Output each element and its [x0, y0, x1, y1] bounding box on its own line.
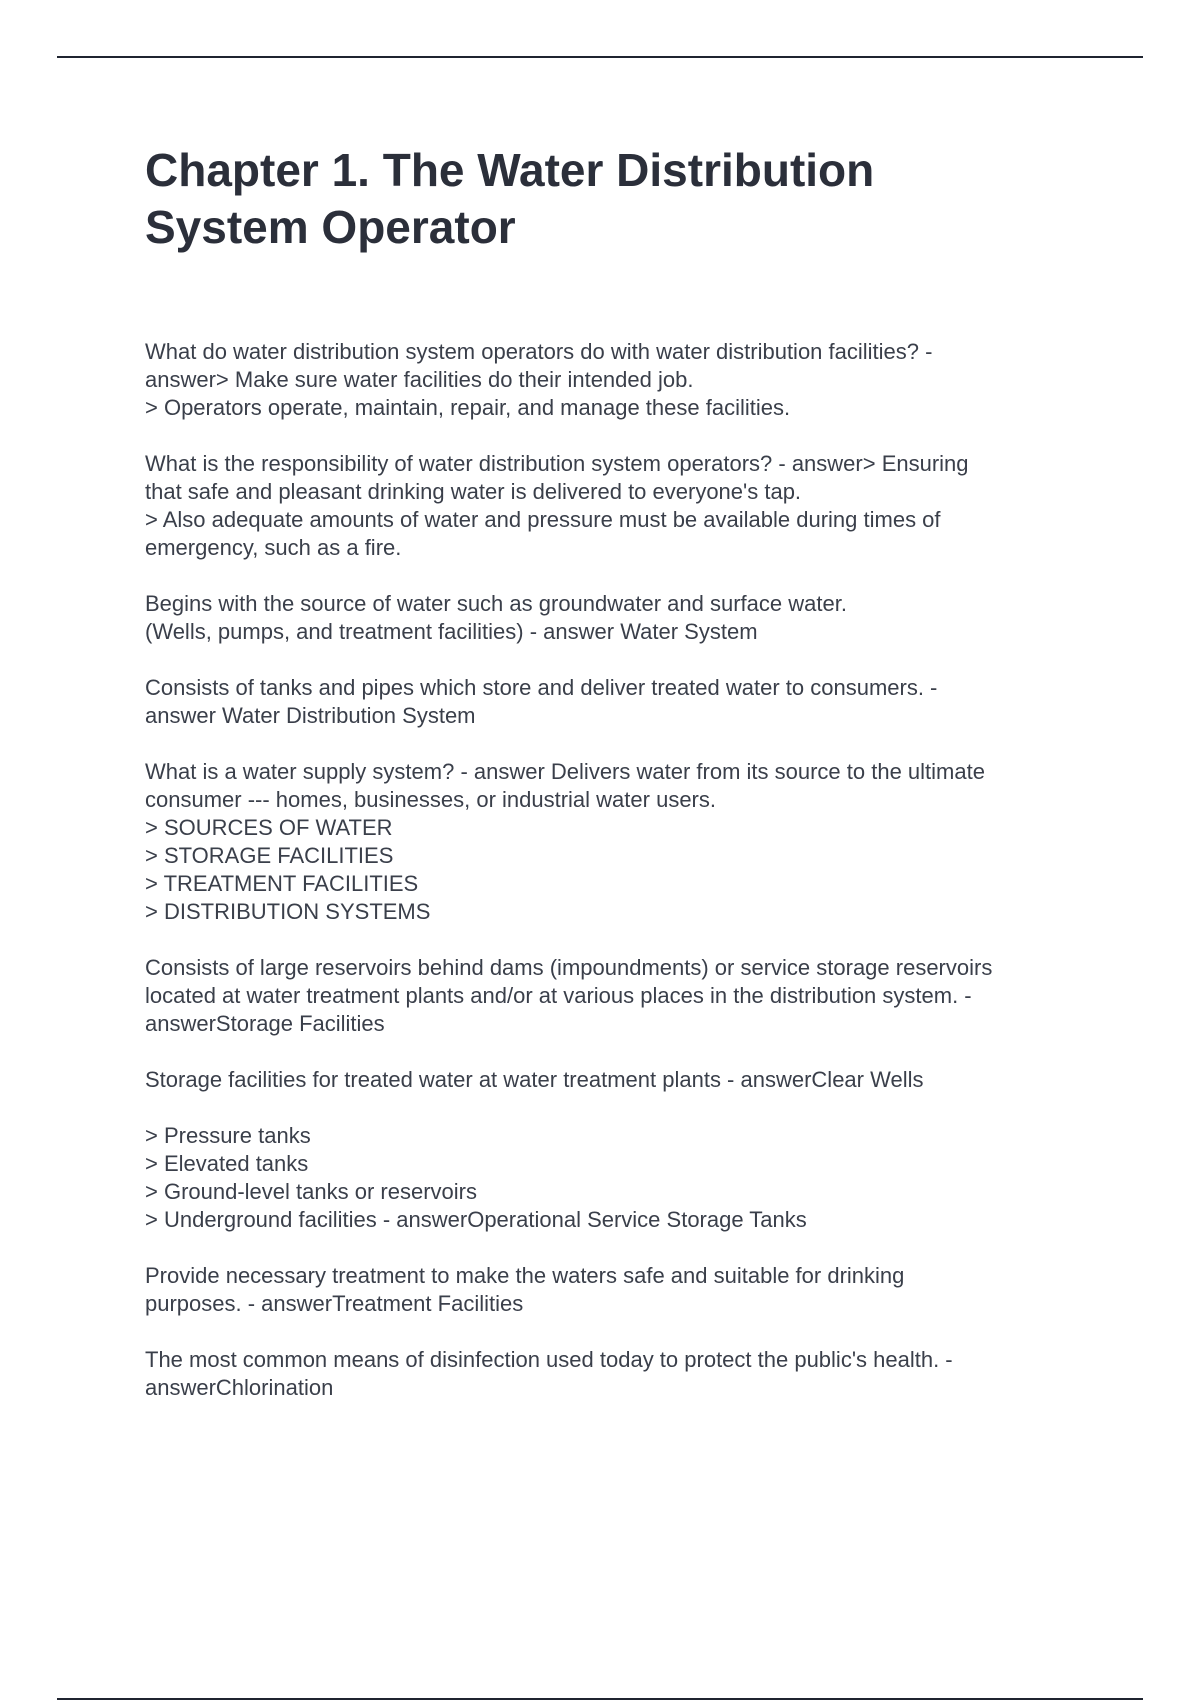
- top-rule: [57, 56, 1143, 58]
- qa-line: purposes. - answerTreatment Facilities: [145, 1291, 524, 1316]
- qa-entry: [145, 1262, 1085, 1318]
- qa-line: answer Water Distribution System: [145, 703, 476, 728]
- qa-line: Storage facilities for treated water at water treatment plants - answerClear Wells: [145, 1067, 924, 1092]
- qa-line: Provide necessary treatment to make the waters safe and suitable for drinking: [145, 1263, 905, 1288]
- qa-line: What is the responsibility of water distribution system operators? - answer> Ensuring: [145, 451, 969, 476]
- qa-line: answerStorage Facilities: [145, 1011, 385, 1036]
- qa-entry: [145, 954, 1085, 1038]
- page-title: [145, 142, 1045, 256]
- qa-line: What is a water supply system? - answer Delivers water from its source to the ultimate: [145, 759, 985, 784]
- qa-line: > Ground-level tanks or reservoirs: [145, 1179, 477, 1204]
- qa-line: What do water distribution system operators do with water distribution facilities? -: [145, 339, 933, 364]
- title-line-1: Chapter 1. The Water Distribution: [145, 144, 875, 196]
- qa-line: > SOURCES OF WATER: [145, 815, 393, 840]
- qa-line: answer> Make sure water facilities do their intended job.: [145, 367, 694, 392]
- qa-line: Consists of large reservoirs behind dams (impoundments) or service storage reservoirs: [145, 955, 993, 980]
- qa-entry: [145, 590, 1085, 646]
- qa-line: > Pressure tanks: [145, 1123, 311, 1148]
- qa-line: answerChlorination: [145, 1375, 334, 1400]
- qa-line: > TREATMENT FACILITIES: [145, 871, 419, 896]
- qa-line: located at water treatment plants and/or at various places in the distribution system. -: [145, 983, 972, 1008]
- qa-line: (Wells, pumps, and treatment facilities) - answer Water System: [145, 619, 758, 644]
- qa-line: > Elevated tanks: [145, 1151, 309, 1176]
- qa-line: Begins with the source of water such as groundwater and surface water.: [145, 591, 847, 616]
- title-line-2: System Operator: [145, 201, 516, 253]
- qa-entry: [145, 1346, 1085, 1402]
- qa-line: consumer --- homes, businesses, or industrial water users.: [145, 787, 716, 812]
- qa-line: The most common means of disinfection used today to protect the public's health. -: [145, 1347, 953, 1372]
- qa-entry: [145, 338, 1085, 422]
- qa-line: > DISTRIBUTION SYSTEMS: [145, 899, 431, 924]
- qa-line: > Also adequate amounts of water and pressure must be available during times of: [145, 507, 941, 532]
- qa-line: emergency, such as a fire.: [145, 535, 402, 560]
- qa-line: > Underground facilities - answerOperational Service Storage Tanks: [145, 1207, 807, 1232]
- qa-entry: [145, 1066, 1085, 1094]
- qa-line: Consists of tanks and pipes which store and deliver treated water to consumers. -: [145, 675, 938, 700]
- qa-entry: [145, 450, 1085, 562]
- qa-entry: [145, 758, 1085, 926]
- qa-entry: [145, 674, 1085, 730]
- qa-line: that safe and pleasant drinking water is delivered to everyone's tap.: [145, 479, 802, 504]
- qa-list: [145, 338, 1085, 1430]
- qa-line: > STORAGE FACILITIES: [145, 843, 394, 868]
- qa-line: > Operators operate, maintain, repair, and manage these facilities.: [145, 395, 791, 420]
- qa-entry: [145, 1122, 1085, 1234]
